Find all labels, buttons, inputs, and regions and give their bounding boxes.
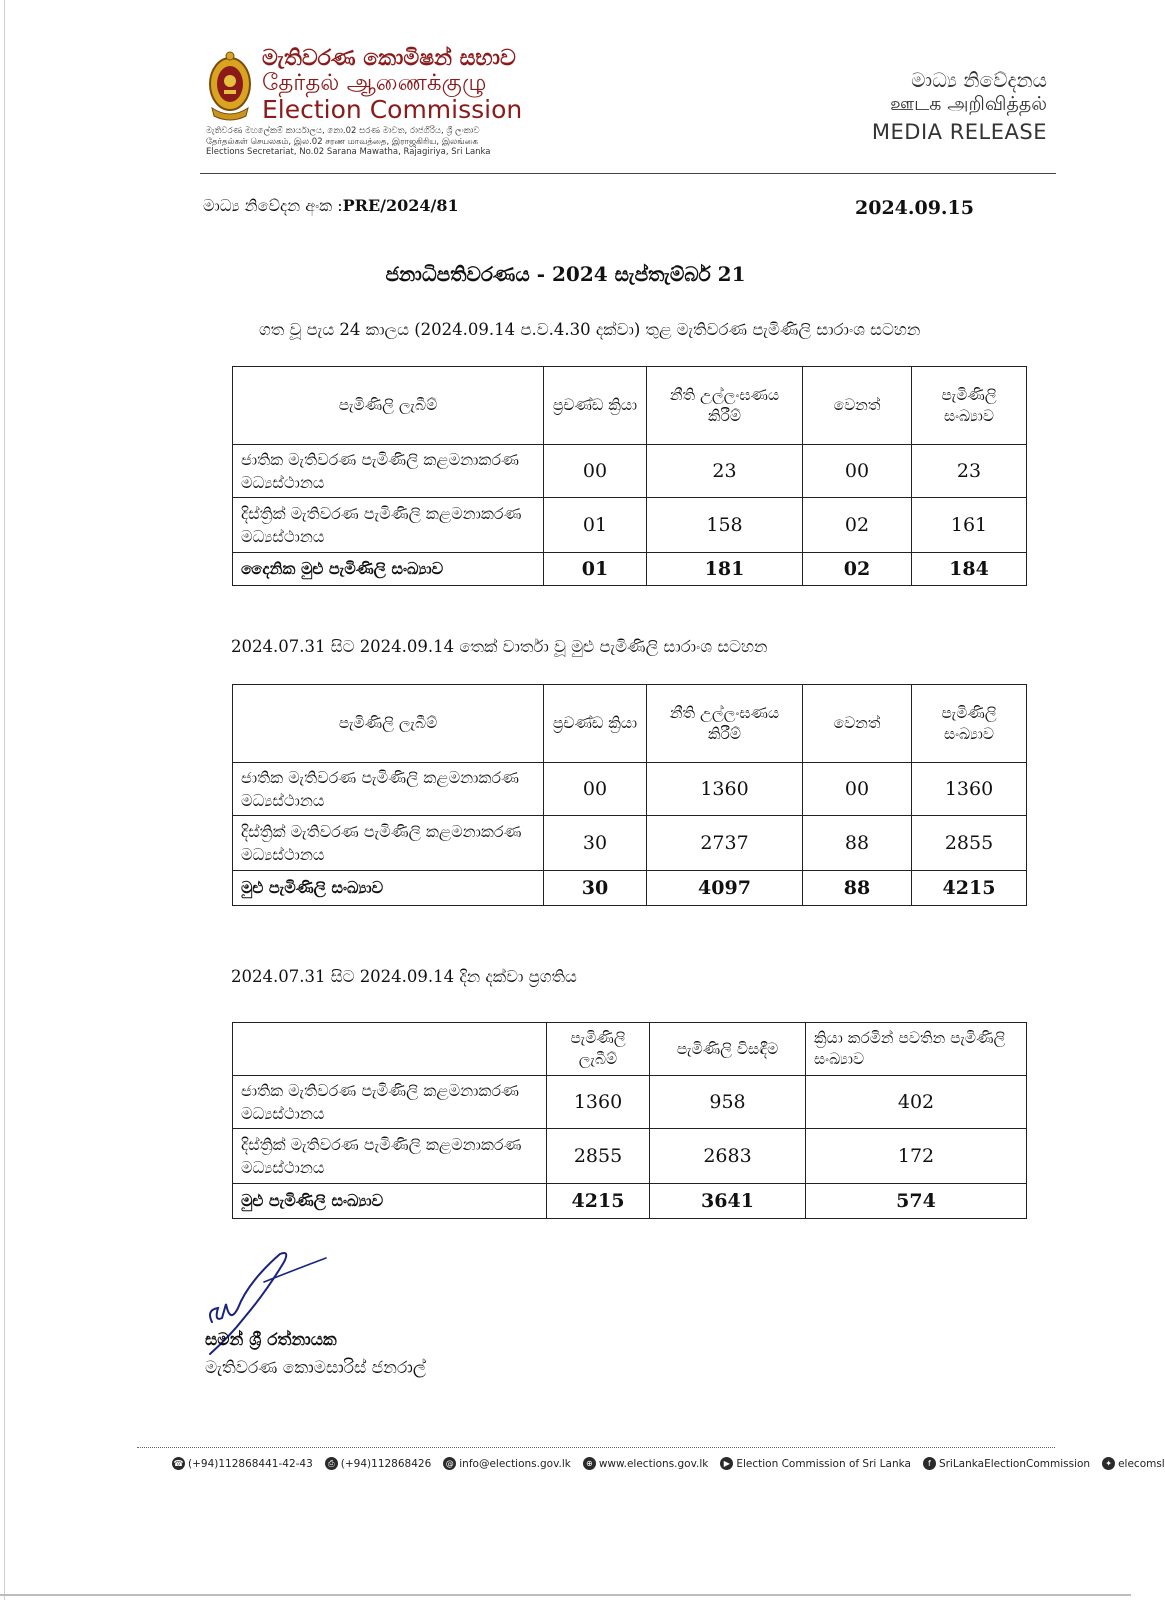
footer-facebook[interactable] xyxy=(923,1457,1090,1470)
web-icon: ⊕ xyxy=(583,1457,596,1470)
table-cell: 00 xyxy=(544,445,647,498)
media-release-tamil: ஊடக அறிவித்தல் xyxy=(890,93,1047,115)
document-title: ජනාධිපතිවරණය - 2024 සැප්තැම්බර් 21 xyxy=(385,262,746,286)
table-cell: 01 xyxy=(544,498,647,553)
table-cell: 02 xyxy=(803,498,912,553)
table-row xyxy=(233,816,1027,871)
table-cell: 4215 xyxy=(547,1184,650,1219)
table-cell: 88 xyxy=(803,816,912,871)
header-cell: වෙනත් xyxy=(803,367,912,445)
twitter-icon: ✦ xyxy=(1102,1457,1115,1470)
release-date: 2024.09.15 xyxy=(855,197,974,219)
footer-text[interactable]: elecomsl xyxy=(1118,1457,1165,1470)
row-label: ජාතික මැතිවරණ පැමිණිලි කළමනාකරණ මධ්‍යස්ථානය xyxy=(233,1076,547,1129)
table-row xyxy=(233,498,1027,553)
table-cell: 181 xyxy=(647,553,803,586)
header-cell: නීති උල්ලංඝණය කිරීම් xyxy=(647,367,803,445)
table-cell: 2683 xyxy=(650,1129,806,1184)
row-label: ජාතික මැතිවරණ පැමිණිලි කළමනාකරණ මධ්‍යස්ථානය xyxy=(233,763,544,816)
header-cell: පැමිණිලි ලැබීම් xyxy=(233,367,544,445)
table-cell: 958 xyxy=(650,1076,806,1129)
signer-title: මැතිවරණ කොමසාරිස් ජනරාල් xyxy=(205,1358,426,1378)
header-divider xyxy=(200,173,1056,174)
footer-divider xyxy=(137,1447,1055,1448)
row-label: දිස්ත්‍රික් මැතිවරණ පැමිණිලි කළමනාකරණ මධ්‍යස්ථානය xyxy=(233,498,544,553)
table-cell: 1360 xyxy=(547,1076,650,1129)
header-cell xyxy=(233,1023,547,1076)
row-label: දෛනික මුළු පැමිණිලි සංඛ්‍යාව xyxy=(233,553,544,586)
table-cell: 00 xyxy=(544,763,647,816)
header-cell: පැමිණිලි ලැබීම් xyxy=(547,1023,650,1076)
footer-youtube[interactable] xyxy=(720,1457,911,1470)
footer-website[interactable] xyxy=(583,1457,709,1470)
phone-icon: ☎ xyxy=(173,1459,184,1468)
reference-value: PRE/2024/81 xyxy=(342,196,459,215)
signer-name: සමන් ශ්‍රී රත්නායක xyxy=(205,1330,337,1350)
row-label: මුළු පැමිණිලි සංඛ්‍යාව xyxy=(233,871,544,906)
section3-title: 2024.07.31 සිට 2024.09.14 දින දක්වා ප්‍රගතිය xyxy=(231,967,577,986)
total-row xyxy=(233,871,1027,906)
table-cell: 30 xyxy=(544,871,647,906)
address-sinhala: මැතිවරණ මහලේකම් කාර්යාලය, නො.02 සරණ මාවත, රාජගිරිය, ශ්‍රී ලංකාව xyxy=(206,126,480,136)
progress-table xyxy=(232,1022,1027,1219)
reference-label: මාධ්‍ය නිවේදන අංක : xyxy=(203,196,343,215)
footer-contacts xyxy=(172,1457,1165,1470)
table-row xyxy=(233,763,1027,816)
total-row xyxy=(233,1184,1027,1219)
brand-name-sinhala: මැතිවරණ කොමිෂන් සභාව xyxy=(262,46,516,71)
cumulative-complaints-table xyxy=(232,684,1027,906)
section2-title: 2024.07.31 සිට 2024.09.14 තෙක් වාර්තා වූ මුළු පැමිණිලි සාරාංශ සටහන xyxy=(231,637,768,656)
table-header-row xyxy=(233,1023,1027,1076)
header-cell: පැමිණිලි විසඳීම xyxy=(650,1023,806,1076)
footer-email[interactable] xyxy=(443,1457,571,1470)
table-cell: 158 xyxy=(647,498,803,553)
total-row xyxy=(233,553,1027,586)
table-cell: 172 xyxy=(806,1129,1027,1184)
footer-twitter[interactable] xyxy=(1102,1457,1165,1470)
footer-text: (+94)112868426 xyxy=(340,1457,432,1470)
daily-complaints-table xyxy=(232,366,1027,586)
table-cell: 2855 xyxy=(547,1129,650,1184)
table-cell: 3641 xyxy=(650,1184,806,1219)
table-cell: 2737 xyxy=(647,816,803,871)
table-cell: 00 xyxy=(803,445,912,498)
table-row xyxy=(233,1129,1027,1184)
header-cell: වෙනත් xyxy=(803,685,912,763)
table-cell: 30 xyxy=(544,816,647,871)
email-icon: @ xyxy=(443,1457,456,1470)
table-cell: 184 xyxy=(912,553,1027,586)
footer-text[interactable]: SriLankaElectionCommission xyxy=(938,1457,1091,1470)
brand-name-tamil: தேர்தல் ஆணைக்குழு xyxy=(262,70,487,96)
address-tamil: தேர்தல்கள் செயலகம், இல.02 சரண மாவத்தை, இராஜகிரிய, இலங்கை xyxy=(206,137,479,147)
table-cell: 01 xyxy=(544,553,647,586)
fax-icon: ⎙ xyxy=(325,1457,338,1470)
row-label: දිස්ත්‍රික් මැතිවරණ පැමිණිලි කළමනාකරණ මධ්‍යස්ථානය xyxy=(233,1129,547,1184)
reference-number xyxy=(203,196,459,216)
table-cell: 02 xyxy=(803,553,912,586)
header-cell: ප්‍රචණ්ඩ ක්‍රියා xyxy=(544,367,647,445)
table-cell: 1360 xyxy=(647,763,803,816)
row-label: මුළු පැමිණිලි සංඛ්‍යාව xyxy=(233,1184,547,1219)
page-border-left xyxy=(4,0,5,1600)
table-cell: 23 xyxy=(912,445,1027,498)
row-label: දිස්ත්‍රික් මැතිවරණ පැමිණිලි කළමනාකරණ මධ්‍යස්ථානය xyxy=(233,816,544,871)
footer-text[interactable]: info@elections.gov.lk xyxy=(459,1457,571,1470)
facebook-icon: f xyxy=(923,1457,936,1470)
table-cell: 4215 xyxy=(912,871,1027,906)
address-english: Elections Secretariat, No.02 Sarana Mawatha, Rajagiriya, Sri Lanka xyxy=(206,147,491,157)
footer-text[interactable]: www.elections.gov.lk xyxy=(598,1457,709,1470)
brand-name-english: Election Commission xyxy=(262,95,523,124)
table-cell: 1360 xyxy=(912,763,1027,816)
table-cell: 161 xyxy=(912,498,1027,553)
youtube-icon: ▶ xyxy=(720,1457,733,1470)
media-release-sinhala: මාධ්‍ය නිවේදනය xyxy=(911,68,1047,92)
media-release-english: MEDIA RELEASE xyxy=(871,120,1047,144)
header-cell: ප්‍රචණ්ඩ ක්‍රියා xyxy=(544,685,647,763)
table-header-row xyxy=(233,685,1027,763)
footer-text[interactable]: Election Commission of Sri Lanka xyxy=(736,1457,911,1470)
table-cell: 574 xyxy=(806,1184,1027,1219)
table-cell: 4097 xyxy=(647,871,803,906)
header-cell: පැමිණිලි සංඛ්‍යාව xyxy=(912,367,1027,445)
table-header-row xyxy=(233,367,1027,445)
footer-fax xyxy=(325,1457,431,1470)
table-row xyxy=(233,445,1027,498)
table-row xyxy=(233,1076,1027,1129)
table-cell: 2855 xyxy=(912,816,1027,871)
table-cell: 402 xyxy=(806,1076,1027,1129)
row-label: ජාතික මැතිවරණ පැමිණිලි කළමනාකරණ මධ්‍යස්ථානය xyxy=(233,445,544,498)
page-border-bottom xyxy=(0,1594,1131,1596)
footer-text: (+94)112868441-42-43 xyxy=(188,1457,313,1470)
table-cell: 88 xyxy=(803,871,912,906)
header-cell: පැමිණිලි ලැබීම් xyxy=(233,685,544,763)
table-cell: 00 xyxy=(803,763,912,816)
header-cell: ක්‍රියා කරමින් පවතින පැමිණිලි සංඛ්‍යාව xyxy=(806,1023,1027,1076)
header-cell: පැමිණිලි සංඛ්‍යාව xyxy=(912,685,1027,763)
header-cell: නීති උල්ලංඝණය කිරීම් xyxy=(647,685,803,763)
table-cell: 23 xyxy=(647,445,803,498)
footer-phone xyxy=(172,1457,313,1470)
national-emblem-icon xyxy=(206,50,254,122)
section1-title: ගත වූ පැය 24 කාලය (2024.09.14 ප.ව.4.30 දක්වා) තුළ මැතිවරණ පැමිණිලි සාරාංශ සටහන xyxy=(259,320,921,339)
